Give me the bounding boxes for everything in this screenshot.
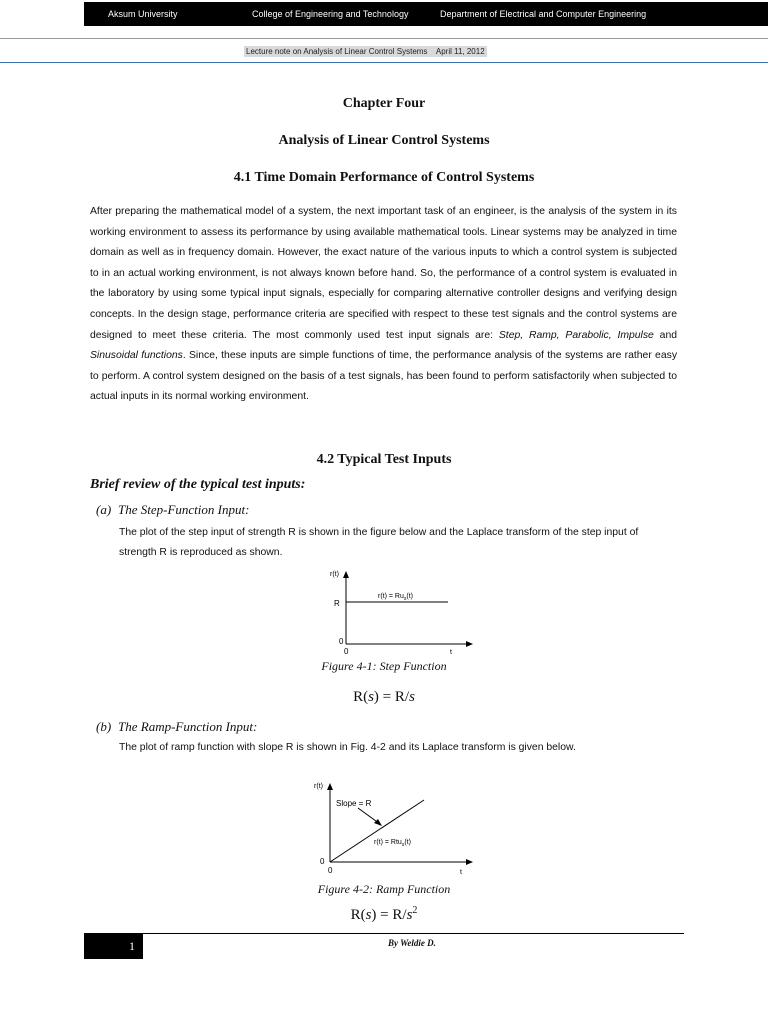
ramp-origin-x: 0 — [328, 866, 333, 875]
header-blue-rule — [0, 62, 768, 63]
section-4-1-paragraph: After preparing the mathematical model of a system, the next important task of an engineer, is the analysis of the system in its working environment to assess its performance by using available mathematical tools. Linear systems may be analyzed in time domain as well as in frequency domain. However, the exact nature of the various inputs to which a control system is subjected to in an actual working environment, is not always known before hand. So, the performance of a control system is evaluated in the laboratory by using some typical input signals, especially for comparing alternative controller designs and verifying design concepts. In the design stage, performance criteria are specified with respect to these test signals and the control systems are designed to meet these criteria. The most commonly used test input signals are: Step, Ramp, Parabolic, Impulse and Sinusoidal functions. Since, these inputs are simple functions of time, the performance analysis of the systems are rather easy to perform. A control system designed on the basis of a test signals, has been found to perform satisfactorily when subjected to actual inputs in its normal working environment. — [90, 206, 678, 403]
step-curve-label: $r(t) = Ru_s(t)$ — [378, 593, 413, 602]
item-a-label: (a) The Step-Function Input: — [96, 502, 250, 517]
step-level-label: R — [334, 599, 340, 608]
item-b-text: The plot of ramp function with slope R is shown in Fig. 4-2 and its Laplace transform is given below. — [119, 742, 576, 753]
chapter-subtitle: Analysis of Linear Control Systems — [278, 133, 490, 148]
ramp-x-arrow — [466, 859, 473, 865]
step-x-arrow — [466, 641, 473, 647]
step-function-plot — [320, 566, 480, 658]
step-origin-y: 0 — [339, 637, 344, 646]
slope-label: Slope = R — [336, 799, 372, 808]
review-heading: Brief review of the typical test inputs: — [90, 477, 306, 492]
header-bar — [84, 2, 768, 26]
header-college: College of Engineering and Technology — [252, 9, 409, 19]
header-divider — [0, 38, 768, 39]
figure-4-2-caption: Figure 4-2: Ramp Function — [317, 882, 451, 896]
author-credit: By Weldie D. — [388, 938, 436, 948]
ramp-x-label: t — [460, 869, 462, 876]
header-department: Department of Electrical and Computer Engineering — [440, 9, 647, 19]
ramp-line — [330, 800, 424, 862]
ramp-curve-label: r(t) = Rtu$_s$(t) — [374, 839, 411, 848]
section-4-2-title: 4.2 Typical Test Inputs — [316, 452, 452, 467]
figure-4-1-caption: Figure 4-1: Step Function — [321, 659, 447, 673]
ramp-origin-y: 0 — [320, 857, 325, 866]
step-x-label: t — [450, 649, 452, 656]
ramp-function-plot — [306, 776, 476, 876]
section-4-1-title: 4.1 Time Domain Performance of Control Systems — [233, 170, 535, 185]
ramp-y-arrow — [327, 783, 333, 790]
step-y-label: r(t) — [330, 571, 339, 578]
ramp-y-label: r(t) — [314, 783, 323, 790]
header-university: Aksum University — [108, 9, 178, 19]
step-y-arrow — [343, 571, 349, 578]
footer-rule — [84, 933, 684, 934]
step-origin-x: 0 — [344, 647, 349, 656]
ramp-laplace-formula: $R(s) = R/s^2$ — [350, 905, 418, 923]
step-laplace-formula: R(s) = R/s — [353, 689, 415, 705]
lecture-note-line: Lecture note on Analysis of Linear Control Systems April 11, 2012 — [246, 47, 485, 56]
chapter-title: Chapter Four — [342, 96, 426, 111]
item-a-text: The plot of the step input of strength R is shown in the figure below and the Laplace transform of the step input of strength R is reproduced as shown. — [119, 527, 639, 558]
page-number: 1 — [84, 934, 143, 959]
item-b-label: (b) The Ramp-Function Input: — [96, 719, 258, 734]
